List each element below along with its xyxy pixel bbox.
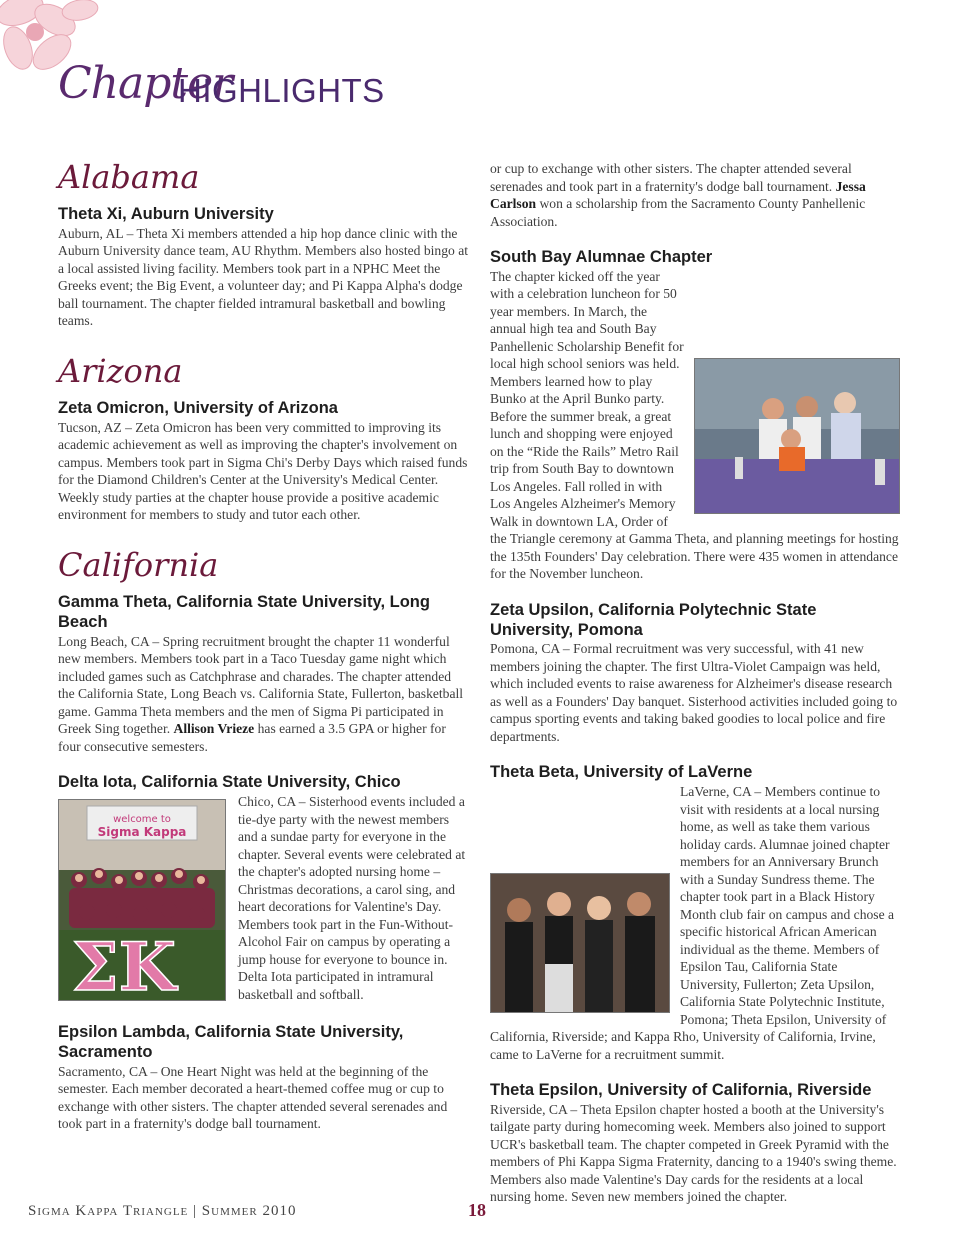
chapter-body bbox=[58, 633, 468, 756]
state-heading-arizona: Arizona bbox=[58, 351, 183, 390]
chapter-title: Theta Xi, Auburn University bbox=[58, 205, 274, 224]
body-text: Long Beach, CA – Spring recruitment brought the chapter 11 wonderful new members. Members took part in a Taco Tuesday game night which included games such as Catchphrase and charades. The chapter attended the California State, Long Beach vs. California State, Fullerton, basketball game. Gamma Theta members and the men of Sigma Pi participated in Greek Sing together. bbox=[58, 633, 464, 737]
greek-letters: ΣΚ bbox=[71, 928, 177, 1007]
epsilon-lambda-section bbox=[58, 1023, 468, 1132]
state-heading-california: California bbox=[58, 545, 219, 584]
epsilon-lambda-continued bbox=[490, 160, 900, 230]
right-column bbox=[490, 160, 900, 1224]
chapter-body: Tucson, AZ – Zeta Omicron has been very committed to improving its academic achievement as well as improving the chapter's involvement on campus. Members took part in Sigma Chi's Derby Days which raised funds for the Diamond Children's Center at the University's Medical Center. Weekly study parties at the chapter house provide a positive academic environment for members to study and tutor each other. bbox=[58, 419, 468, 523]
banner-text: welcome to bbox=[113, 814, 171, 826]
photo-illustration bbox=[695, 359, 899, 513]
california-section bbox=[58, 545, 468, 755]
member-name: Jessa Carlson bbox=[490, 178, 866, 211]
svg-text:Sigma Kappa: Sigma Kappa bbox=[97, 825, 187, 840]
chapter-title: Epsilon Lambda, California State University, Sacramento bbox=[58, 1023, 404, 1061]
chapter-body: Riverside, CA – Theta Epsilon chapter hosted a booth at the University's tailgate party during homecoming week. Members also joined to support UCR's basketball team. The chapter competed in Greek Pyramid with the members of Phi Kappa Sigma Fraternity, dancing to a 1940's swing theme. Members also made Valentine's Day cards for the residents at a local nursing home. Seven new members joined the chapter. bbox=[490, 1101, 897, 1205]
chapter-title: Theta Beta, University of LaVerne bbox=[490, 763, 753, 782]
south-bay-section bbox=[490, 248, 900, 583]
page-number: 18 bbox=[468, 1200, 486, 1220]
chapter-title: Gamma Theta, California State University, Long Beach bbox=[58, 593, 430, 631]
group-photo-laverne bbox=[490, 873, 670, 1013]
chapter-title: South Bay Alumnae Chapter bbox=[490, 248, 713, 266]
zeta-upsilon-section bbox=[490, 601, 900, 746]
chapter-body: Pomona, CA – Formal recruitment was very successful, with 41 new members joining the chapter. The first Ultra-Violet Campaign was held, which included events to raise awareness for Alzheimer's disease research as well as a Founders' Day banquet. Sisterhood activities included going to campus sporting events and taking baked goodies to local police and fire departments. bbox=[490, 641, 898, 744]
member-name: Allison Vrieze bbox=[173, 721, 255, 737]
header-caps-word: HIGHLIGHTS bbox=[178, 72, 385, 109]
left-column bbox=[58, 158, 469, 1132]
chapter-title: Zeta Upsilon, California Polytechnic State University, Pomona bbox=[490, 600, 817, 639]
footer-publication: Sigma Kappa Triangle | Summer 2010 bbox=[28, 1203, 297, 1219]
group-photo-south-bay bbox=[694, 358, 900, 514]
body-text: won a scholarship from the Sacramento County Panhellenic Association. bbox=[490, 196, 866, 229]
chapter-title: Theta Epsilon, University of California, Riverside bbox=[490, 1081, 872, 1100]
chapter-body: Chico, CA – Sisterhood events included a tie-dye party with the newest members and a sundae party for everyone in the chapter. Several events were celebrated at the chapter's adopted nursing home – Christmas decorations, a carol sing, and heart decorations for Valentine's Day. Members took part in the Fun-Without-Alcohol Fair on campus by operating a jump house for everyone to bounce in. Delta Iota participated in intramural basketball and softball. bbox=[238, 794, 466, 1002]
theta-epsilon-section bbox=[490, 1081, 900, 1206]
body-text: or cup to exchange with other sisters. The chapter attended several serenades and took part in a fraternity's dodge ball tournament. bbox=[490, 161, 852, 194]
arizona-section bbox=[58, 351, 468, 524]
chapter-body: Auburn, AL – Theta Xi members attended a hip hop dance clinic with the Auburn University dance team, AU Rhythm. Members also hosted bingo at a local assisted living facility. Members took part in a NPHC Meet the Greeks event; the Big Event, a volunteer day; and Pi Kappa Alpha's dodge ball tournament. The chapter fielded intramural basketball and bowling teams. bbox=[58, 225, 469, 329]
chapter-title: Delta Iota, California State University, Chico bbox=[58, 773, 401, 792]
delta-iota-section bbox=[58, 773, 468, 1005]
theta-beta-section bbox=[490, 763, 900, 1063]
alabama-section bbox=[58, 160, 468, 330]
state-heading-alabama: Alabama bbox=[58, 158, 200, 196]
header-script-word: Chapter bbox=[58, 58, 233, 109]
chapter-title: Zeta Omicron, University of Arizona bbox=[58, 399, 338, 418]
chapter-body: The chapter kicked off the year with a celebration luncheon for 50 year members. In March, the annual high tea and South Bay Panhellenic Scholarship Benefit for local high school seniors was held. Members learned how to play Bunko at the April Bunko party. Before the summer break, a great lunch and shopping were enjoyed on the “Ride the Rails” Metro Rail trip from South Bay to downtown Los Angeles. Fall rolled in with Los Angeles Alzheimer's Memory Walk in downtown LA, Order of the Triangle ceremony at Gamma Theta, and planning meetings for hosting the 135th Founders' Day celebration. There were 435 women in attendance for the November luncheon. bbox=[490, 268, 899, 582]
chapter-body: LaVerne, CA – Members continue to visit with residents at a local nursing home, as well as take them various holiday cards. Alumnae joined chapter members for an Anniversary Brunch with a Sunday Sundress theme. The chapter took part in a Black History Month club fair on campus and chose a specific historical African American individual as the theme. Members of Epsilon Tau, California State University, Fullerton; Zeta Upsilon, California State Polytechnic Institute, Pomona; Theta Epsilon, University of California, Riverside; and Kappa Rho, University of California, Irvine, came to LaVerne for a recruitment summit. bbox=[490, 784, 895, 1062]
chapter-body: Sacramento, CA – One Heart Night was held at the beginning of the semester. Each member decorated a heart-themed coffee mug or cup to exchange with other sisters. The chapter attended several serenades and took part in a fraternity's dodge ball tournament. bbox=[58, 1063, 448, 1132]
body-text: has earned a 3.5 GPA or higher for four consecutive semesters. bbox=[58, 721, 446, 754]
photo-illustration bbox=[59, 800, 225, 1007]
photo-illustration bbox=[491, 874, 669, 1012]
chapter-body-continued bbox=[490, 160, 900, 230]
group-photo-chico bbox=[58, 799, 226, 1007]
